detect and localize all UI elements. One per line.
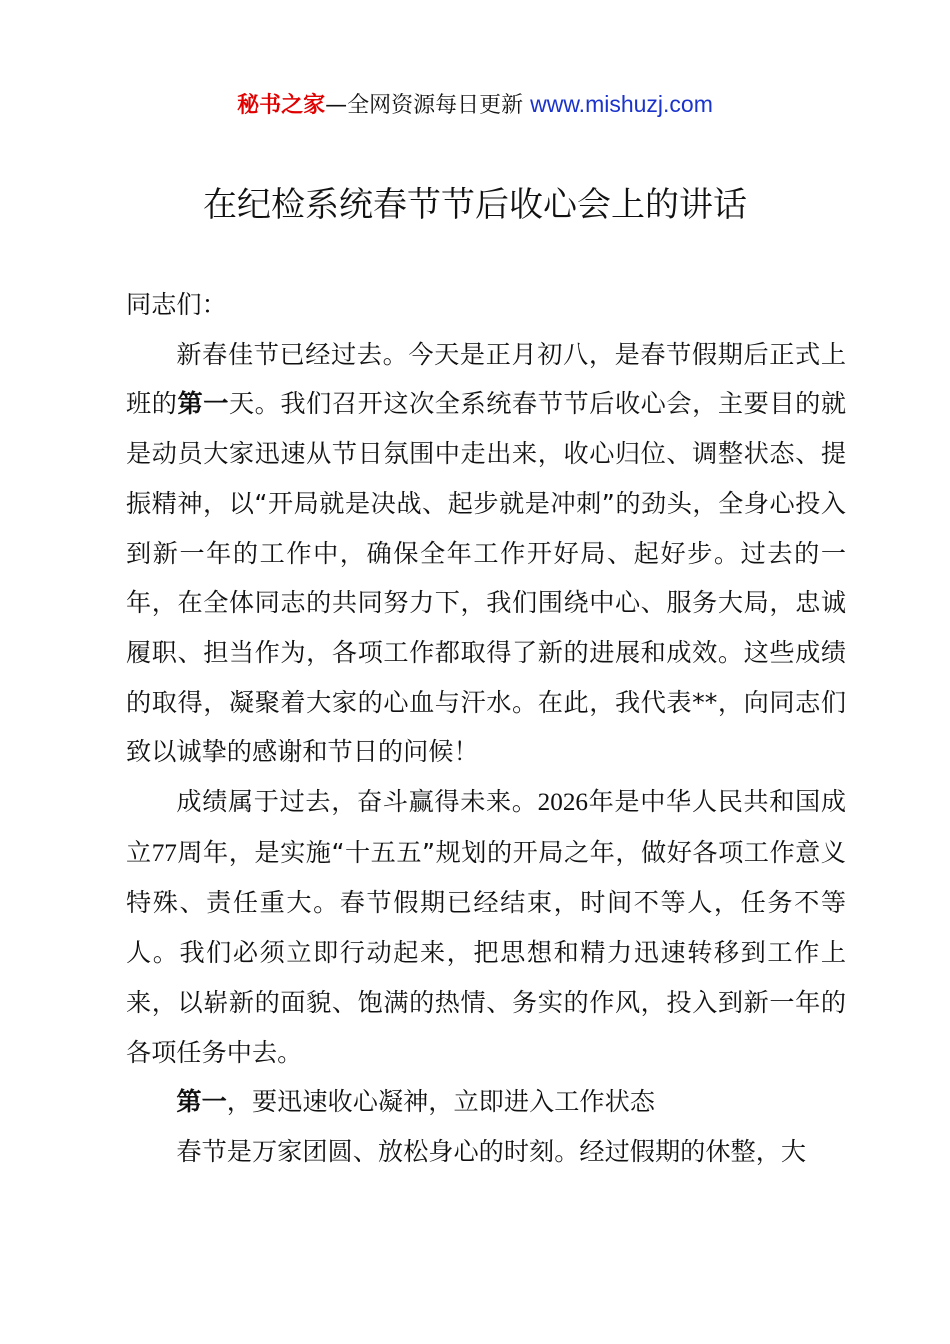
section-heading-1-bold: 第一 bbox=[176, 1087, 227, 1117]
paragraph-1 bbox=[126, 330, 846, 777]
paragraph-2-year: 2026 bbox=[537, 789, 588, 817]
section-heading-1 bbox=[126, 1077, 846, 1127]
document-body bbox=[126, 280, 846, 1177]
site-header bbox=[0, 88, 950, 122]
site-url-link[interactable]: www.mishuzj.com bbox=[530, 91, 713, 117]
paragraph-3: 春节是万家团圆、放松身心的时刻。经过假期的休整，大 bbox=[176, 1136, 807, 1166]
paragraph-2-text-c: 周年，是实施“十五五”规划的开局之年，做好各项工作意义特殊、责任重大。春节假期已经结束，时间不等人，任务不等人。我们必须立即行动起来，把思想和精力迅速转移到工作上来，以崭新的面貌、饱满的热情、务实的作风，投入到新一年的各项任务中去。 bbox=[126, 837, 846, 1067]
paragraph-2-number: 77 bbox=[151, 839, 177, 867]
header-tagline: —全网资源每日更新 bbox=[325, 93, 531, 118]
paragraph-2-text-a: 成绩属于过去，奋斗赢得未来。 bbox=[176, 787, 538, 817]
salutation: 同志们： bbox=[126, 290, 227, 319]
paragraph-1-bold: 第一 bbox=[177, 389, 229, 419]
brand-name: 秘书之家 bbox=[237, 93, 326, 118]
section-heading-1-text: ，要迅速收心凝神，立即进入工作状态 bbox=[226, 1087, 655, 1117]
document-title: 在纪检系统春节节后收心会上的讲话 bbox=[203, 185, 747, 225]
paragraph-1-text-b: 天。我们召开这次全系统春节节后收心会，主要目的就是动员大家迅速从节日氛围中走出来，收心归位、调整状态、提振精神，以“开局就是决战、起步就是冲刺”的劲头，全身心投入到新一年的工作中，确保全年工作开好局、起好步。过去的一年，在全体同志的共同努力下，我们围绕中心、服务大局，忠诚履职、担当作为，各项工作都取得了新的进展和成效。这些成绩的取得，凝聚着大家的心血与汗水。在此，我代表**，向同志们致以诚挚的感谢和节日的问候！ bbox=[126, 389, 847, 767]
paragraph-1-text-a: 新春佳节已经过去。今天是正月初八，是春节假期后正式上班的 bbox=[126, 339, 846, 419]
paragraph-2-text-b: 年是中华人民共和国成立 bbox=[126, 787, 847, 867]
paragraph-2 bbox=[126, 777, 846, 1077]
